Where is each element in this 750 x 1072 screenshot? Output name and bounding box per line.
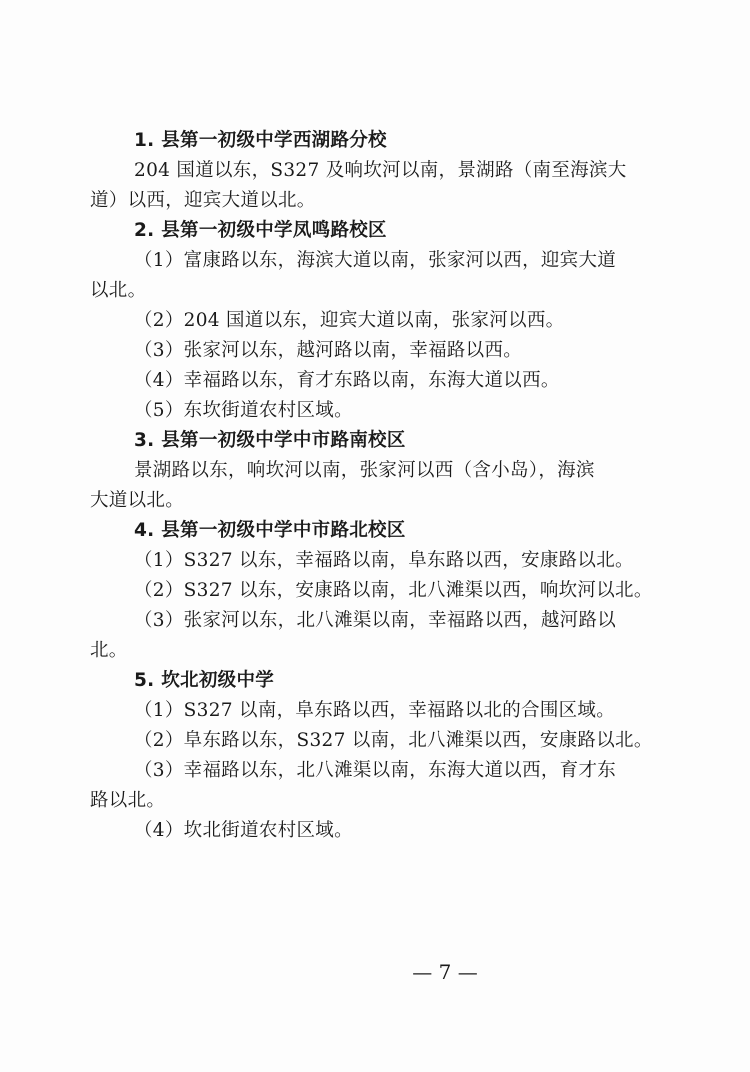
section-heading: 3. 县第一初级中学中市路南校区 <box>134 430 406 451</box>
paragraph-line: （2）阜东路以东，S327 以南，北八滩渠以西，安康路以北。 <box>134 730 653 751</box>
paragraph-line: （3）张家河以东，北八滩渠以南，幸福路以西，越河路以 <box>134 610 617 631</box>
paragraph-line: 景湖路以东，响坎河以南，张家河以西（含小岛），海滨 <box>134 460 595 481</box>
paragraph-continuation: 道）以西，迎宾大道以北。 <box>90 190 316 211</box>
paragraph-line: 204 国道以东，S327 及响坎河以南，景湖路（南至海滨大 <box>134 160 627 181</box>
page-number: — 7 — <box>412 960 478 984</box>
paragraph-line: （3）幸福路以东，北八滩渠以南，东海大道以西，育才东 <box>134 760 617 781</box>
paragraph-line: （2）204 国道以东，迎宾大道以南，张家河以西。 <box>134 310 565 331</box>
paragraph-line: （2）S327 以东，安康路以南，北八滩渠以西，响坎河以北。 <box>134 580 653 601</box>
paragraph-line: （5）东坎街道农村区域。 <box>134 400 353 421</box>
paragraph-continuation: 路以北。 <box>90 790 166 811</box>
paragraph-continuation: 大道以北。 <box>90 490 185 511</box>
paragraph-line: （1）富康路以东，海滨大道以南，张家河以西，迎宾大道 <box>134 250 617 271</box>
section-heading: 5. 坎北初级中学 <box>134 670 275 691</box>
paragraph-line: （1）S327 以南，阜东路以西，幸福路以北的合围区域。 <box>134 700 616 721</box>
section-heading: 1. 县第一初级中学西湖路分校 <box>134 130 387 151</box>
paragraph-continuation: 北。 <box>90 640 128 661</box>
section-heading: 2. 县第一初级中学凤鸣路校区 <box>134 220 387 241</box>
paragraph-line: （3）张家河以东，越河路以南，幸福路以西。 <box>134 340 523 361</box>
document-body <box>90 126 666 846</box>
paragraph-line: （4）幸福路以东，育才东路以南，东海大道以西。 <box>134 370 560 391</box>
paragraph-continuation: 以北。 <box>90 280 147 301</box>
section-heading: 4. 县第一初级中学中市路北校区 <box>134 520 406 541</box>
paragraph-line: （4）坎北街道农村区域。 <box>134 820 353 841</box>
paragraph-line: （1）S327 以东，幸福路以南，阜东路以西，安康路以北。 <box>134 550 634 571</box>
